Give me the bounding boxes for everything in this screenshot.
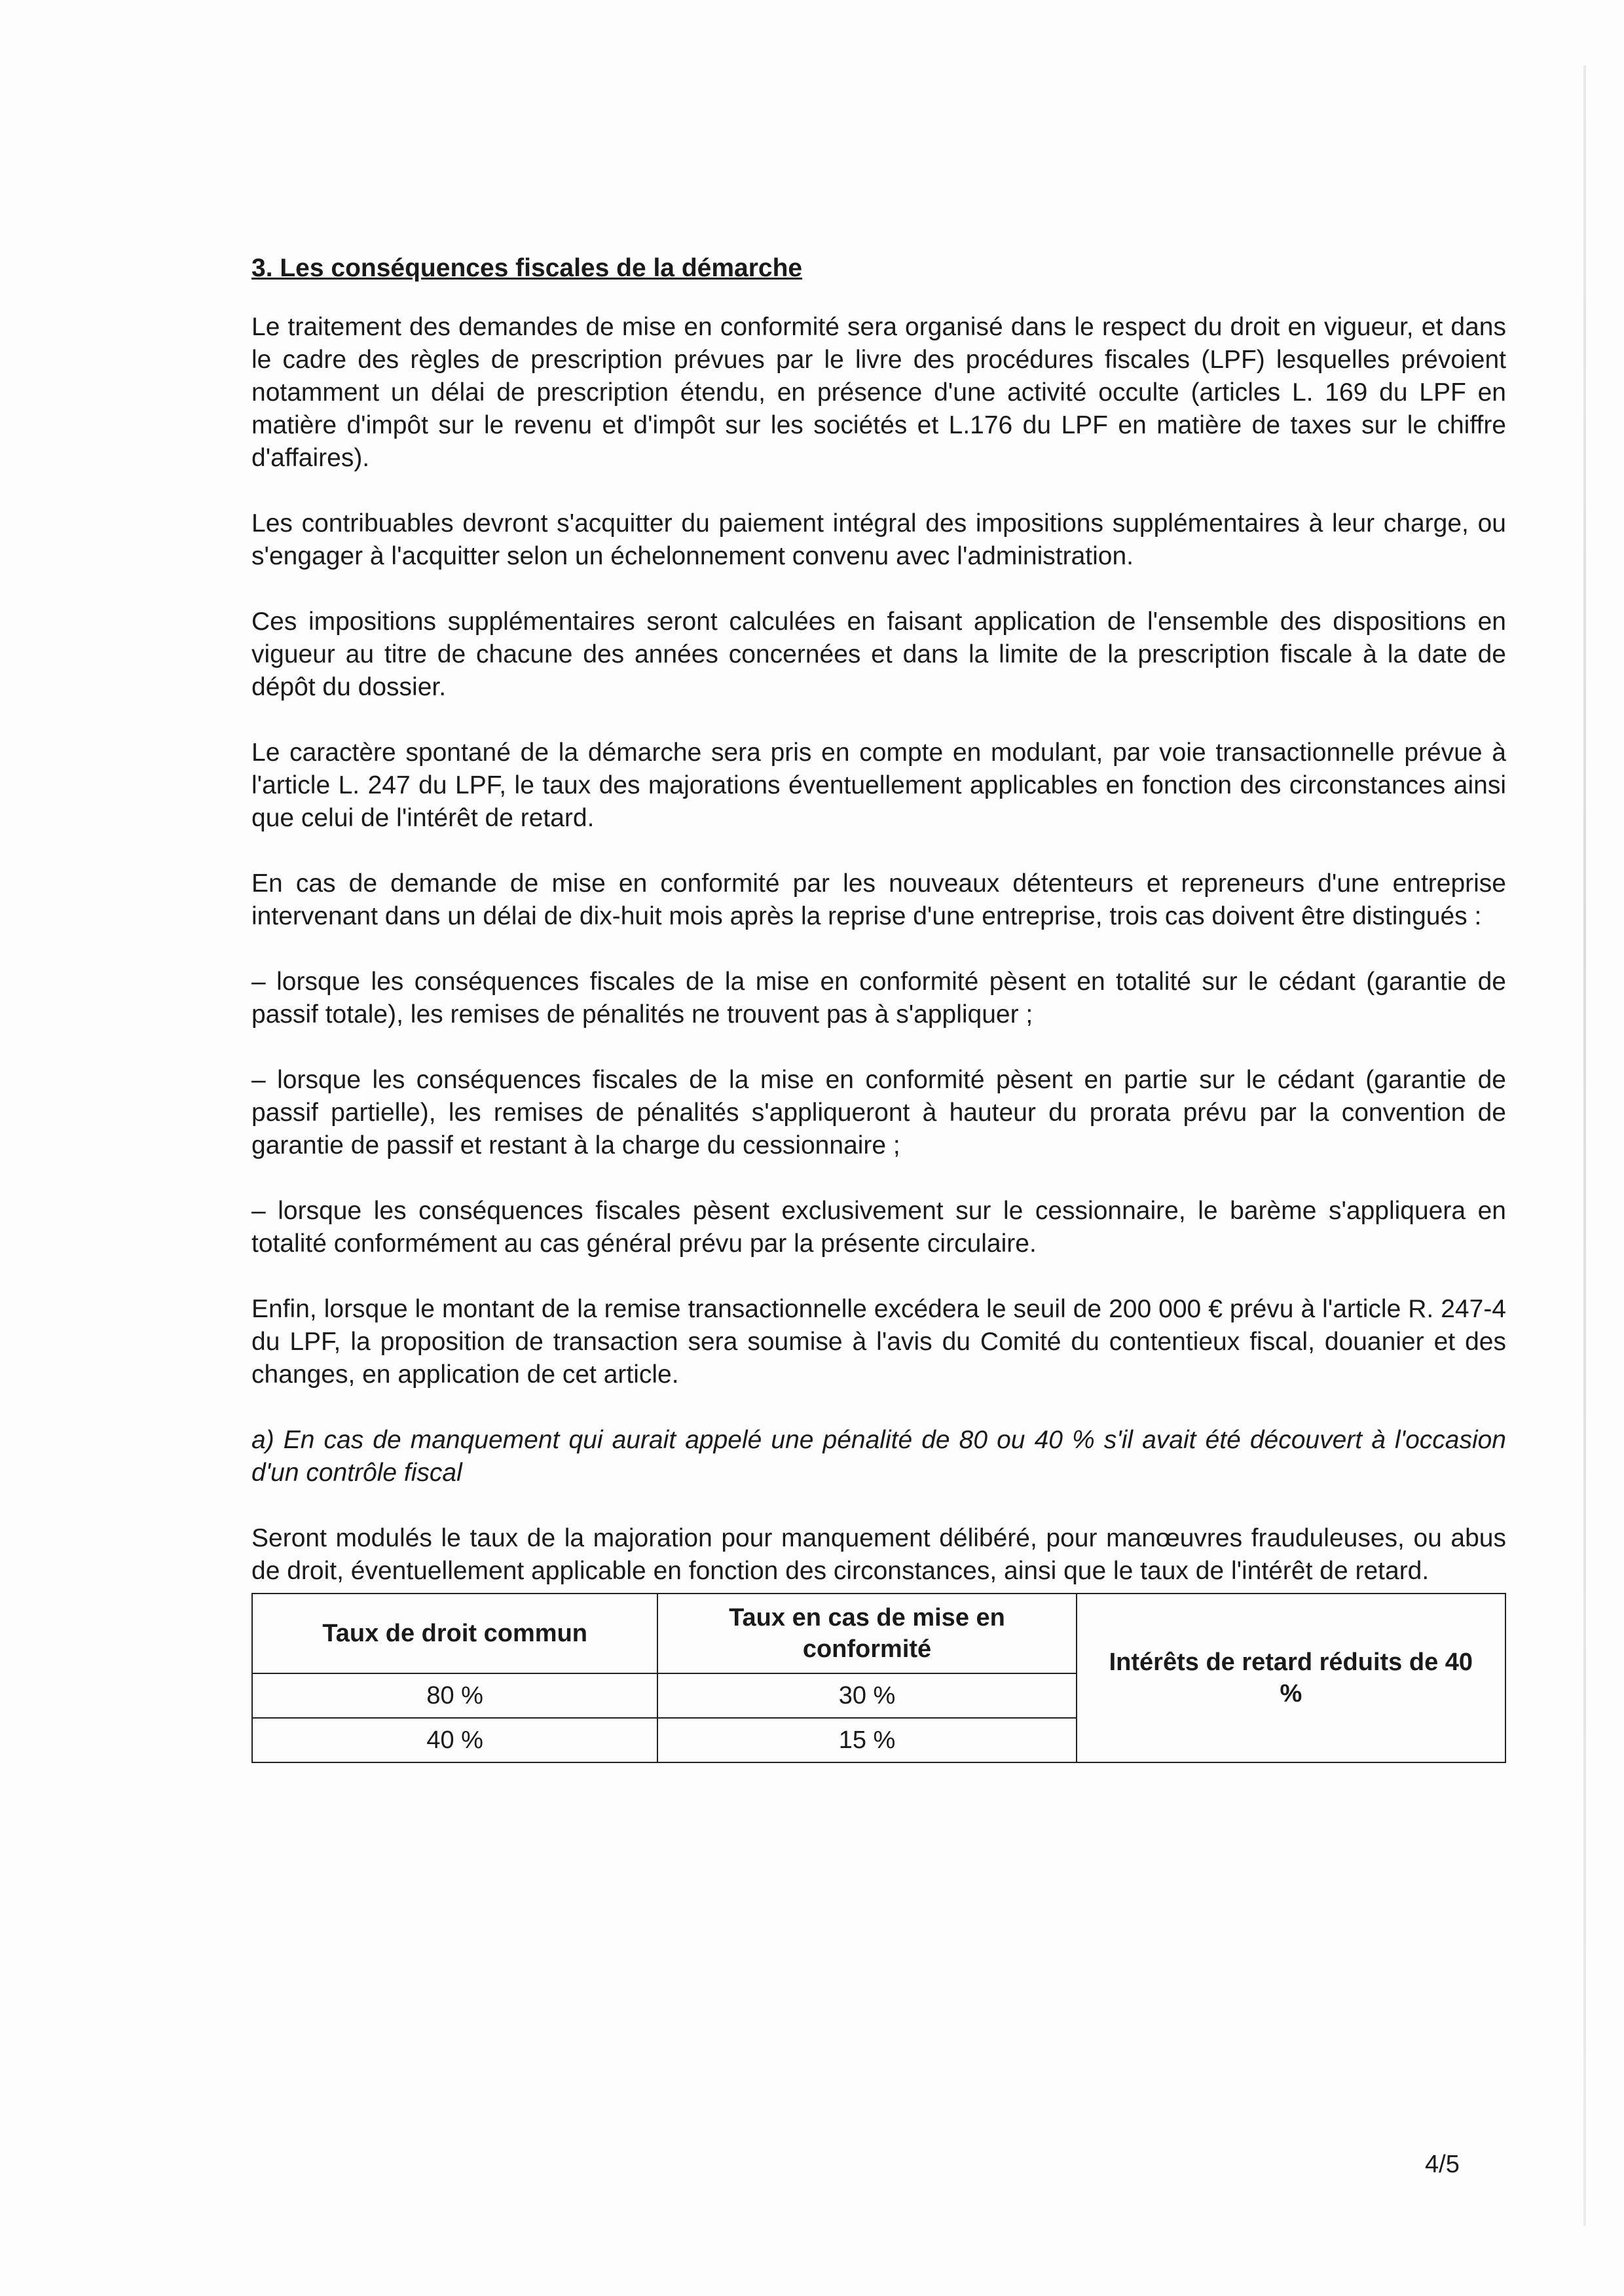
paragraph-calcul: Ces impositions supplémentaires seront calculées en faisant application de l'ensemble des dispositions en vigueur au titre de chacune des années concernées et dans la limite de la prescription fiscale à la date de dépôt du dossier. bbox=[251, 608, 1506, 701]
list-item-garantie-totale: – lorsque les conséquences fiscales de la mise en conformité pèsent en totalité sur le cédant (garantie de passif totale), les remises de pénalités ne trouvent pas à s'appliquer ; bbox=[251, 968, 1506, 1029]
table-header-droit-commun: Taux de droit commun bbox=[252, 1594, 657, 1673]
paragraph-caractere-spontane: Le caractère spontané de la démarche sera pris en compte en modulant, par voie transactionnelle prévue à l'article L. 247 du LPF, le taux des majorations éventuellement applicables en fonction des circonstances ainsi que celui de l'intérêt de retard. bbox=[251, 738, 1506, 832]
paragraph-prescription: Le traitement des demandes de mise en conformité sera organisé dans le respect du droit en vigueur, et dans le cadre des règles de prescription prévues par le livre des procédures fiscales (LPF) lesquelles prévoient notamment un délai de prescription étendu, en présence d'une activité occulte (articles L. 169 du LPF en matière d'impôt sur le revenu et d'impôt sur les sociétés et L.176 du LPF en matière de taxes sur le chiffre d'affaires). bbox=[251, 313, 1506, 472]
table-cell-mise-en-conformite: 30 % bbox=[657, 1673, 1076, 1718]
page-number: 4/5 bbox=[1425, 2151, 1460, 2178]
scan-edge-shadow bbox=[1583, 65, 1586, 2226]
table-cell-mise-en-conformite: 15 % bbox=[657, 1718, 1076, 1762]
table-cell-droit-commun: 80 % bbox=[252, 1673, 657, 1718]
list-item-garantie-partielle: – lorsque les conséquences fiscales de la mise en conformité pèsent en partie sur le cédant (garantie de passif partielle), les remises de pénalités s'appliqueront à hauteur du prorata prévu par la convention de garantie de passif et restant à la charge du cessionnaire ; bbox=[251, 1066, 1506, 1159]
paragraph-modulation: Seront modulés le taux de la majoration pour manquement délibéré, pour manœuvres frauduleuses, ou abus de droit, éventuellement applicable en fonction des circonstances, ainsi que le taux de l'intérêt de retard. bbox=[251, 1524, 1506, 1585]
rates-table bbox=[251, 1593, 1506, 1763]
table-cell-interets-retard: Intérêts de retard réduits de 40 % bbox=[1077, 1594, 1505, 1762]
section-heading: 3. Les conséquences fiscales de la démarche bbox=[251, 254, 803, 282]
document-body bbox=[251, 252, 1506, 1763]
table-cell-droit-commun: 40 % bbox=[252, 1718, 657, 1762]
table-header-mise-en-conformite: Taux en cas de mise en conformité bbox=[657, 1594, 1076, 1673]
paragraph-paiement: Les contribuables devront s'acquitter du paiement intégral des impositions supplémentaires à leur charge, ou s'engager à l'acquitter selon un échelonnement convenu avec l'administration. bbox=[251, 509, 1506, 570]
paragraph-repreneurs: En cas de demande de mise en conformité par les nouveaux détenteurs et repreneurs d'une entreprise intervenant dans un délai de dix-huit mois après la reprise d'une entreprise, trois cas doivent être distingués : bbox=[251, 869, 1506, 930]
table-header-row bbox=[252, 1594, 1505, 1673]
subsection-heading: a) En cas de manquement qui aurait appelé une pénalité de 80 ou 40 % s'il avait été découvert à l'occasion d'un contrôle fiscal bbox=[251, 1426, 1506, 1487]
paragraph-seuil-remise: Enfin, lorsque le montant de la remise transactionnelle excédera le seuil de 200 000 € prévu à l'article R. 247-4 du LPF, la proposition de transaction sera soumise à l'avis du Comité du contentieux fiscal, douanier et des changes, en application de cet article. bbox=[251, 1295, 1506, 1389]
list-item-cessionnaire: – lorsque les conséquences fiscales pèsent exclusivement sur le cessionnaire, le barème s'appliquera en totalité conformément au cas général prévu par la présente circulaire. bbox=[251, 1197, 1506, 1258]
